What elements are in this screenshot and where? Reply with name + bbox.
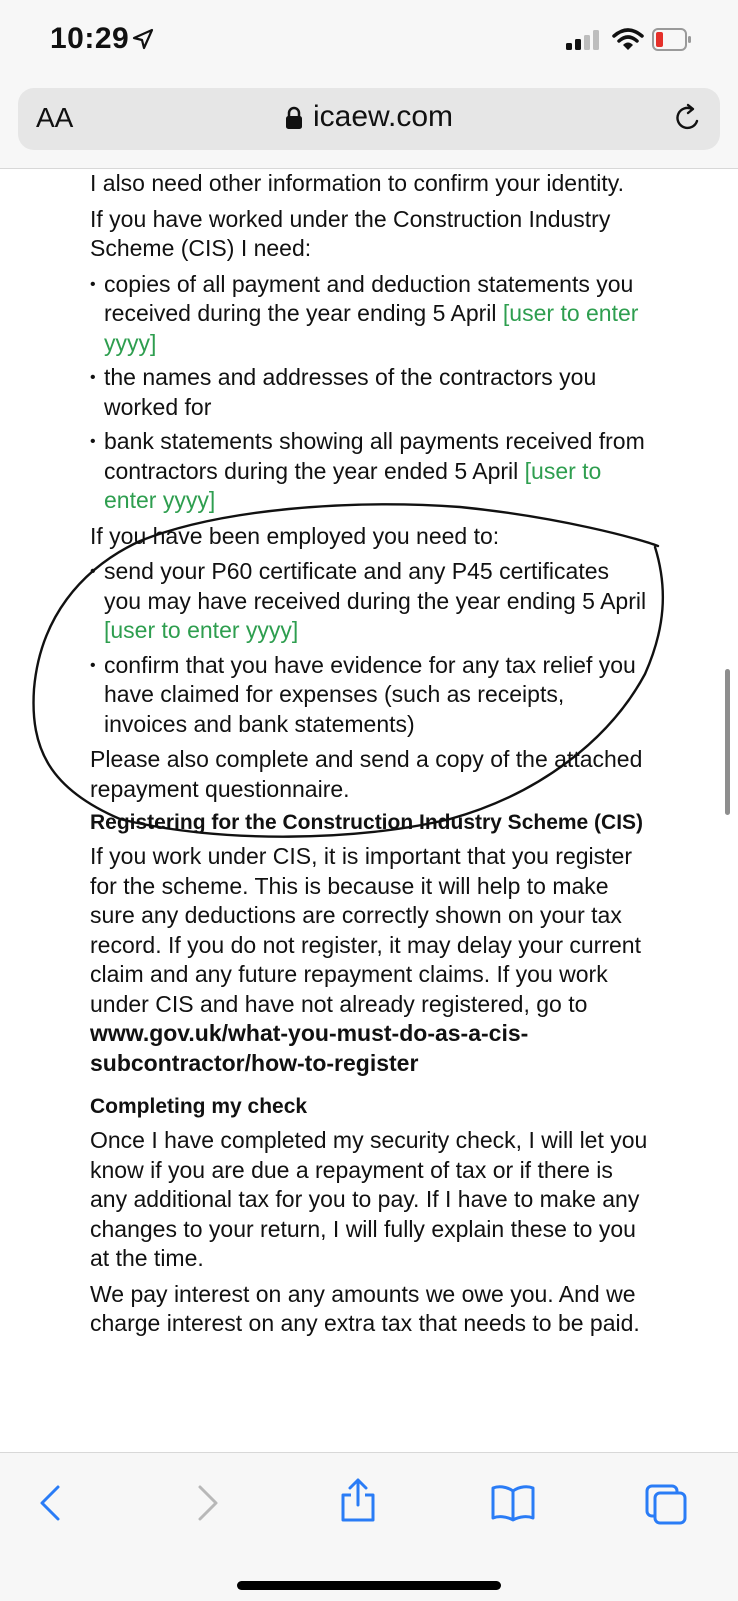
section-heading: Completing my check	[90, 1095, 308, 1118]
cis-requirements-list	[90, 270, 650, 516]
list-item: • the names and addresses of the contractors you worked for	[90, 363, 650, 422]
text-size-button[interactable]: AA	[36, 102, 74, 133]
tabs-icon[interactable]	[644, 1483, 688, 1525]
paragraph: I also need other information to confirm your identity.	[90, 170, 624, 196]
lock-icon	[285, 106, 303, 130]
location-arrow-icon	[132, 28, 154, 50]
list-item: • send your P60 certificate and any P45 certificates you may have received during the year ending 5 April [user to enter yyyy]	[90, 557, 650, 646]
back-icon[interactable]	[34, 1483, 70, 1523]
share-icon[interactable]	[338, 1477, 378, 1523]
bookmarks-icon[interactable]	[490, 1483, 536, 1523]
cellular-signal-icon	[566, 30, 600, 50]
list-item: • bank statements showing all payments received from contractors during the year ended 5 April [user to enter yyyy]	[90, 427, 650, 516]
employed-requirements-list	[90, 557, 650, 739]
status-bar	[0, 0, 738, 80]
home-indicator[interactable]	[237, 1581, 501, 1590]
paragraph: Please also complete and send a copy of the attached repayment questionnaire.	[90, 746, 643, 802]
paragraph: Once I have completed my security check, I will let you know if you are due a repayment of tax or if there is any additional tax for you to pay. If I have to make any changes to your return, I will fully explain these to you at the time.	[90, 1127, 648, 1271]
reload-icon[interactable]	[670, 100, 706, 136]
browser-toolbar	[0, 1452, 738, 1601]
paragraph: We pay interest on any amounts we owe you. And we charge interest on any extra tax that needs to be paid.	[90, 1280, 640, 1336]
wifi-icon	[612, 28, 644, 52]
forward-icon[interactable]	[188, 1483, 224, 1523]
battery-low-icon	[652, 28, 692, 52]
address-bar[interactable]	[18, 88, 720, 150]
page-content[interactable]	[0, 169, 738, 1452]
paragraph: If you work under CIS, it is important that you register for the scheme. This is because it will help to make sure any deductions are correctly shown on your tax record. If you do not register, it may delay your current claim and any future repayment claims. If you work under CIS and have not already registered, go to www.gov.uk/what-you-must-do-as-a-cis-subcontractor/how-to-register	[90, 843, 641, 1076]
url-display[interactable]	[18, 100, 720, 134]
list-item: • copies of all payment and deduction statements you received during the year ending 5 April [user to enter yyyy]	[90, 270, 650, 359]
cis-register-link[interactable]: www.gov.uk/what-you-must-do-as-a-cis-subcontractor/how-to-register	[90, 1020, 529, 1076]
scrollbar[interactable]	[725, 669, 730, 815]
paragraph: If you have been employed you need to:	[90, 522, 500, 549]
letter-body	[90, 169, 650, 1345]
paragraph: If you have worked under the Construction Industry Scheme (CIS) I need:	[90, 205, 611, 261]
domain-text: icaew.com	[312, 100, 454, 133]
clock: 10:29	[50, 22, 130, 55]
list-item: • confirm that you have evidence for any tax relief you have claimed for expenses (such as receipts, invoices and bank statements)	[90, 651, 650, 740]
section-heading: Registering for the Construction Industry Scheme (CIS)	[90, 811, 644, 834]
